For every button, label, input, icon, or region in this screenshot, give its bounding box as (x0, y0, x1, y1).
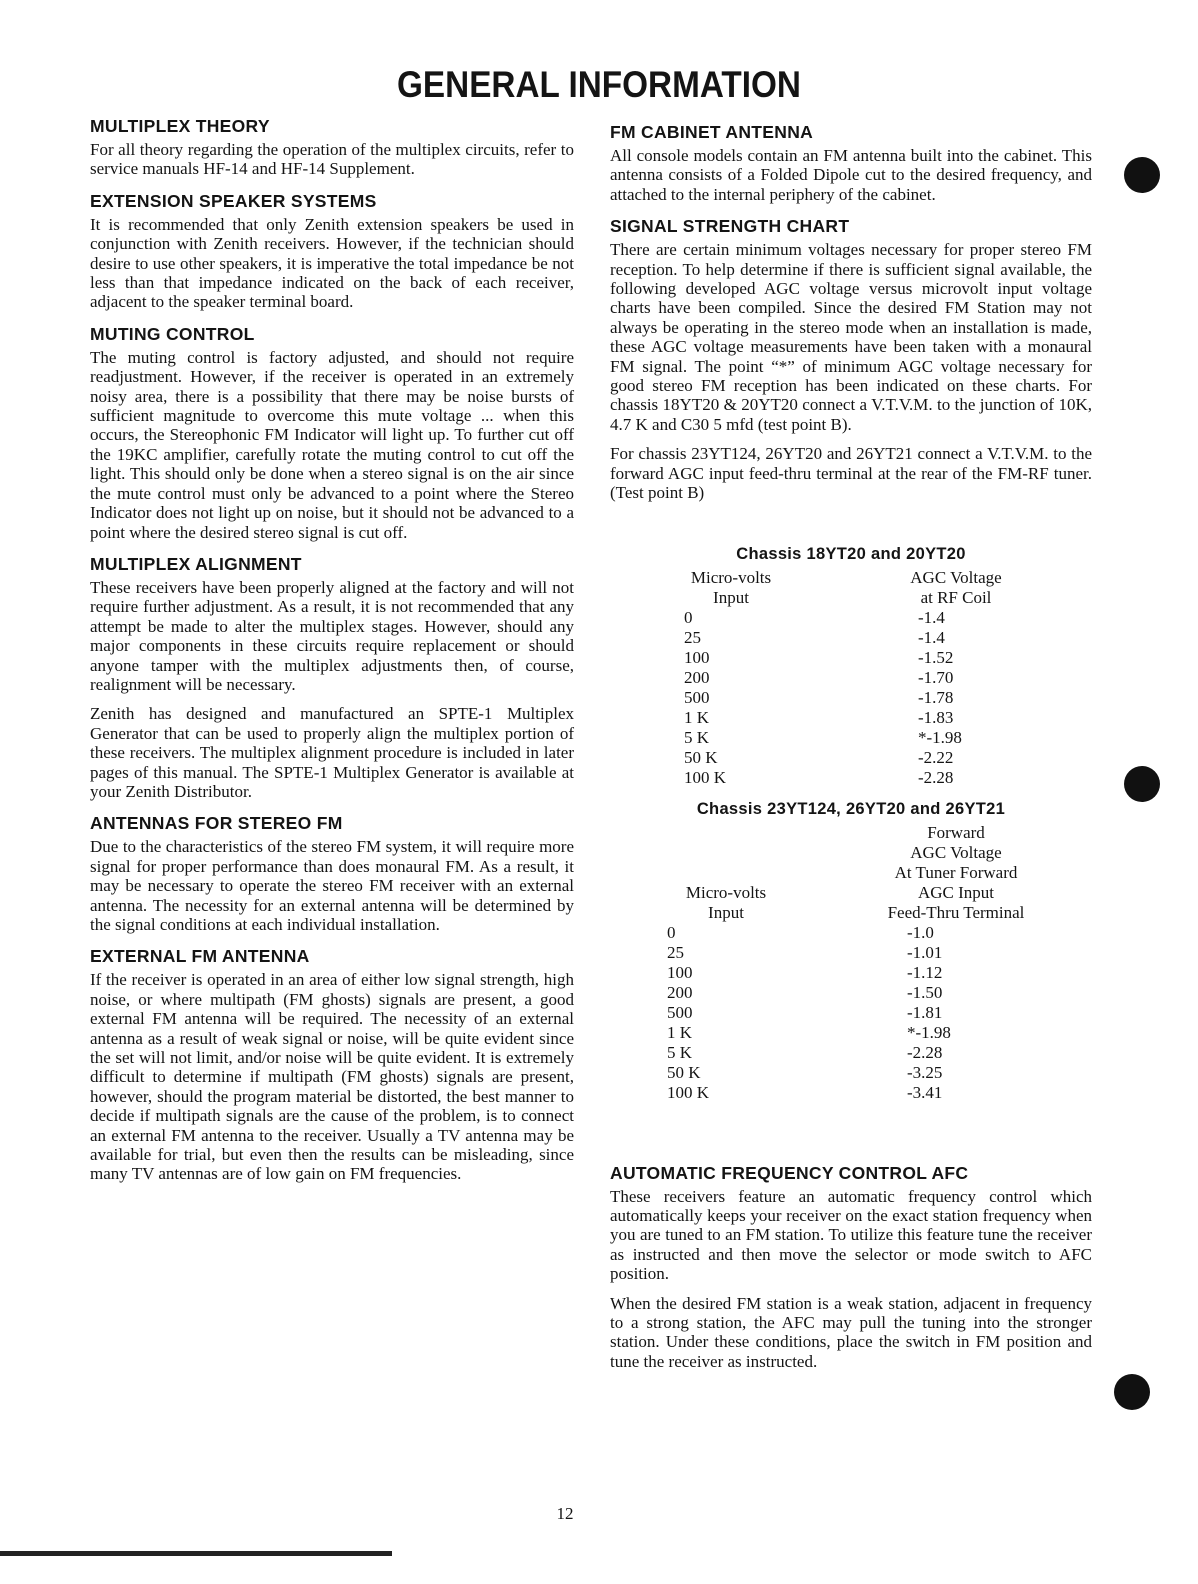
chart-cell: 1 K (684, 707, 710, 727)
section-paragraph: If the receiver is operated in an area of either low signal strength, high noise, or where multipath (FM ghosts) signals are present, a good external FM antenna will be required. The necessity of an external antenna as a result of weak signal or noise, will be quite evident since the set will not limit, and/or noise will be quite evident. It is extremely difficult to determine if multipath (FM ghosts) signals are present, however, should the program material be distorted, the best manner to decide if multipath signals are the cause of the problem, is to connect an external FM antenna to the receiver. Usually a TV antenna may be available for trial, but even then the results can be misleading, since many TV antennas are of low gain on FM frequencies. (90, 970, 574, 1184)
column-header-line: AGC Input (917, 882, 995, 902)
chart-cell: -2.28 (907, 1042, 943, 1062)
column-header-line: Input (713, 587, 749, 607)
page-title: GENERAL INFORMATION (397, 64, 801, 105)
left-column (90, 116, 574, 1196)
section-multiplex-theory (90, 116, 574, 179)
section-paragraph: Zenith has designed and manufactured an SPTE-1 Multiplex Generator that can be used to properly align the multiplex portion of these receivers. The multiplex alignment procedure is included in later pages of this manual. The SPTE-1 Multiplex Generator is available at your Zenith Distributor. (90, 704, 574, 801)
chart-cell: 50 K (684, 747, 718, 767)
chart-cell: -1.4 (918, 607, 945, 627)
chart-title: Chassis 18YT20 and 20YT20 (736, 544, 966, 563)
chart-cell: 5 K (684, 727, 710, 747)
section-paragraph: There are certain minimum voltages necessary for proper stereo FM reception. To help determine if there is sufficient signal available, the following developed AGC voltage versus microvolt input voltage charts have been compiled. Since the desired FM Station may not always be operating in the stereo mode when an installation is made, these AGC voltage measurements have been taken with a monaural FM signal. The point “*” of minimum AGC voltage necessary for good stereo FM reception has been indicated on these charts. For chassis 18YT20 & 20YT20 connect a V.T.V.M. to the junction of 10K, 4.7 K and C30 5 mfd (test point B). (610, 240, 1092, 434)
chart-cell: -1.83 (918, 707, 954, 727)
section-muting-control (90, 324, 574, 542)
chart-cell: -3.41 (907, 1082, 943, 1102)
chart-18yt20-20yt20 (610, 545, 1092, 788)
bottom-rule (0, 1551, 392, 1556)
chart-cell: 500 (684, 687, 710, 707)
chart-23yt124-26yt20-26yt21 (610, 800, 1092, 1103)
chart-cell: 200 (667, 982, 693, 1002)
chart-cell: 5 K (667, 1042, 693, 1062)
right-column (610, 122, 1092, 1383)
column-header-line: AGC Voltage (910, 842, 1002, 862)
section-paragraph: When the desired FM station is a weak station, adjacent in frequency to a strong station, the AFC may pull the tuning into the stronger station. Under these conditions, place the switch in FM position and tune the receiver as instructed. (610, 1293, 1092, 1371)
column-header-line: At Tuner Forward (894, 862, 1018, 882)
signal-strength-charts (610, 545, 1092, 1103)
section-fm-cabinet-antenna (610, 122, 1092, 204)
chart-cell: -1.78 (918, 687, 954, 707)
chart-cell: 100 (667, 962, 693, 982)
chart-title: Chassis 23YT124, 26YT20 and 26YT21 (696, 799, 1006, 818)
chart-table (610, 823, 1092, 1103)
section-heading: MUTING CONTROL (90, 323, 255, 344)
chart-cell: 25 (667, 942, 684, 962)
chart-cell: *-1.98 (918, 727, 962, 747)
chart-cell: 25 (684, 627, 701, 647)
section-heading: SIGNAL STRENGTH CHART (610, 216, 850, 237)
column-header-line: at RF Coil (920, 587, 992, 607)
column-header-line: Forward (927, 822, 985, 842)
chart-cell: -1.50 (907, 982, 943, 1002)
section-multiplex-alignment (90, 554, 574, 801)
section-paragraph: For all theory regarding the operation of the multiplex circuits, refer to service manuals HF-14 and HF-14 Supplement. (90, 140, 574, 179)
section-afc (610, 1163, 1092, 1372)
section-heading: ANTENNAS FOR STEREO FM (90, 813, 343, 834)
column-header-line: Feed-Thru Terminal (887, 902, 1025, 922)
column-header-line: AGC Voltage (910, 567, 1002, 587)
chart-cell: -3.25 (907, 1062, 943, 1082)
section-paragraph: These receivers feature an automatic frequency control which automatically keeps your receiver on the exact station frequency when you are tuned to an FM station. To utilize this feature tune the receiver as instructed and then move the selector or mode switch to AFC position. (610, 1186, 1092, 1284)
section-paragraph: These receivers have been properly aligned at the factory and will not require further adjustment. As a result, it is not recommended that any attempt be made to alter the multiplex stages. However, should any major components in these circuits require replacement or should anyone tamper with the multiplex adjustments then, of course, realignment will be necessary. (90, 577, 574, 694)
chart-cell: -1.52 (918, 647, 954, 667)
section-heading: EXTENSION SPEAKER SYSTEMS (90, 190, 377, 211)
section-heading: FM CABINET ANTENNA (610, 122, 814, 142)
column-header-line: Input (708, 902, 744, 922)
chart-cell: 0 (667, 922, 676, 942)
section-paragraph: Due to the characteristics of the stereo FM system, it will require more signal for proper performance than does monaural FM. As a result, it may be necessary to operate the stereo FM receiver with an external antenna. The necessity for an external antenna will be determined by the signal conditions at each individual installation. (90, 837, 574, 934)
section-signal-strength-chart (610, 216, 1092, 502)
section-extension-speaker-systems (90, 191, 574, 312)
section-heading: MULTIPLEX THEORY (90, 116, 270, 136)
page-number: 12 (556, 1504, 574, 1523)
chart-cell: 100 (684, 647, 710, 667)
binder-hole-middle (1124, 766, 1160, 802)
chart-cell: -1.4 (918, 627, 945, 647)
section-external-fm-antenna (90, 946, 574, 1183)
column-header-line: Micro-volts (690, 567, 772, 587)
section-heading: MULTIPLEX ALIGNMENT (90, 553, 302, 574)
chart-column-input (656, 568, 806, 788)
chart-cell: -2.28 (918, 767, 954, 787)
chart-cell: 200 (684, 667, 710, 687)
column-header-line: Micro-volts (685, 882, 767, 902)
chart-column-voltage (866, 568, 1046, 788)
chart-cell: -1.70 (918, 667, 954, 687)
chart-cell: 100 K (684, 767, 727, 787)
chart-cell: 500 (667, 1002, 693, 1022)
chart-column-input (651, 823, 801, 1103)
section-paragraph: It is recommended that only Zenith extension speakers be used in conjunction with Zenith receivers. However, if the technician should desire to use other speakers, it is imperative the total impedance be not less than that impedance indicated on the back of each receiver, adjacent to the speaker terminal board. (90, 214, 574, 312)
section-antennas-for-stereo-fm (90, 813, 574, 934)
chart-column-voltage (861, 823, 1051, 1103)
section-heading: EXTERNAL FM ANTENNA (90, 946, 310, 967)
chart-cell: 100 K (667, 1082, 710, 1102)
chart-cell: 0 (684, 607, 693, 627)
chart-cell: -2.22 (918, 747, 954, 767)
binder-hole-top (1124, 157, 1160, 193)
chart-cell: *-1.98 (907, 1022, 951, 1042)
section-paragraph: All console models contain an FM antenna built into the cabinet. This antenna consists of a Folded Dipole cut to the desired frequency, and attached to the internal periphery of the cabinet. (610, 146, 1092, 204)
binder-hole-bottom (1114, 1374, 1150, 1410)
chart-cell: -1.01 (907, 942, 943, 962)
chart-cell: -1.81 (907, 1002, 943, 1022)
chart-cell: -1.0 (907, 922, 934, 942)
section-heading: AUTOMATIC FREQUENCY CONTROL AFC (610, 1162, 969, 1183)
chart-cell: -1.12 (907, 962, 943, 982)
section-paragraph: For chassis 23YT124, 26YT20 and 26YT21 connect a V.T.V.M. to the forward AGC input feed-thru terminal at the rear of the FM-RF tuner. (Test point B) (610, 444, 1092, 503)
chart-table (610, 568, 1092, 788)
section-paragraph: The muting control is factory adjusted, and should not require readjustment. However, if the receiver is operated in an extremely noisy area, there is a possibility that there may be noise bursts of sufficient magnitude to overcome this mute voltage ... when this occurs, the Stereophonic FM Indicator will light up. To further cut off the 19KC amplifier, carefully rotate the muting control to cut off the light. This should only be done when a stereo signal is on the air since the mute control must only be advanced to a point where the Stereo Indicator does not light up on noise, but it should not be advanced to a point where the desired stereo signal is cut off. (90, 347, 574, 542)
chart-cell: 1 K (667, 1022, 693, 1042)
chart-cell: 50 K (667, 1062, 701, 1082)
